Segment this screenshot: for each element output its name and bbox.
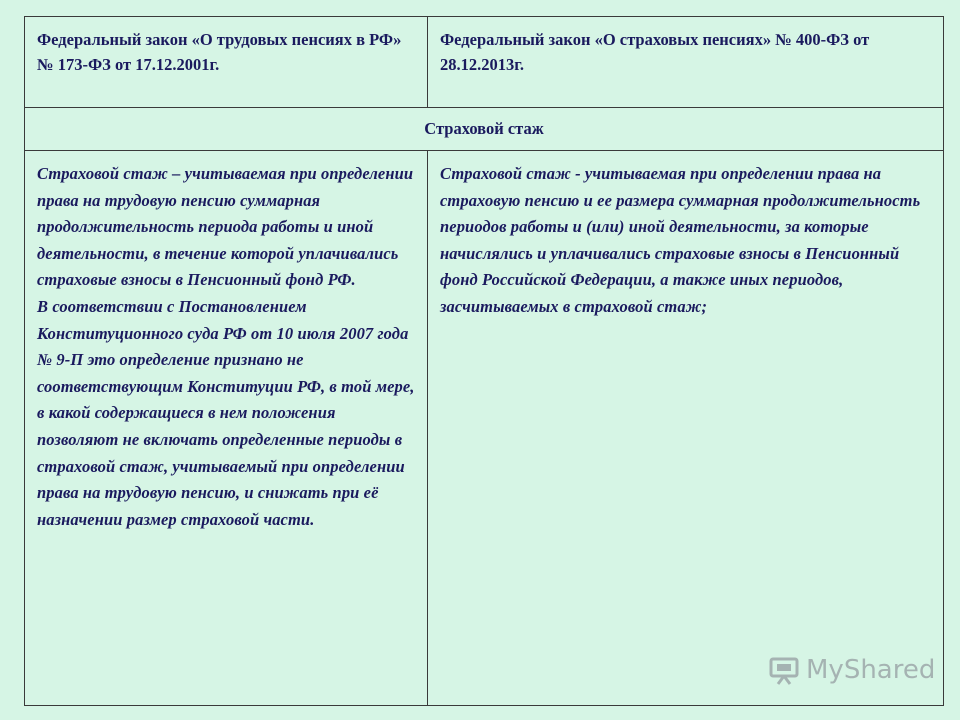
myshared-watermark [768, 654, 935, 686]
comparison-table [24, 16, 944, 706]
definition-paragraph: Страховой стаж – учитываемая при определении права на трудовую пенсию суммарная продолжительность периода работы и иной деятельности, в течение которой уплачивались страховые взносы в Пенсионный фонд РФ. [37, 164, 414, 290]
watermark-text: MyShared [806, 655, 936, 685]
definition-row [25, 151, 944, 706]
definition-law-400 [428, 151, 944, 706]
table-header-row [25, 17, 944, 108]
header-law-400: Федеральный закон «О страховых пенсиях» № 400-ФЗ от 28.12.2013г. [428, 17, 944, 108]
projector-screen-icon [768, 654, 800, 686]
definition-paragraph-400: Страховой стаж - учитываемая при определении права на страховую пенсию и ее размера суммарная продолжительность периодов работы и (или) иной деятельности, за которые начислялись и уплачивались страховые взносы в Пенсионный фонд Российской Федерации, а также иных периодов, засчитываемых в страховой стаж; [440, 164, 921, 316]
definition-law-173 [25, 151, 428, 706]
court-ruling-paragraph: В соответствии с Постановлением Конституционного суда РФ от 10 июля 2007 года № 9-П это определение признано не соответствующим Конституции РФ, в той мере, в какой содержащиеся в нем положения позволяют не включать определенные периоды в страховой стаж, учитываемый при определении права на трудовую пенсию, и снижать при её назначении размер страховой части. [37, 296, 415, 529]
section-row [25, 108, 944, 151]
header-law-173: Федеральный закон «О трудовых пенсиях в РФ» № 173-ФЗ от 17.12.2001г. [25, 17, 428, 108]
section-title: Страховой стаж [25, 108, 944, 151]
